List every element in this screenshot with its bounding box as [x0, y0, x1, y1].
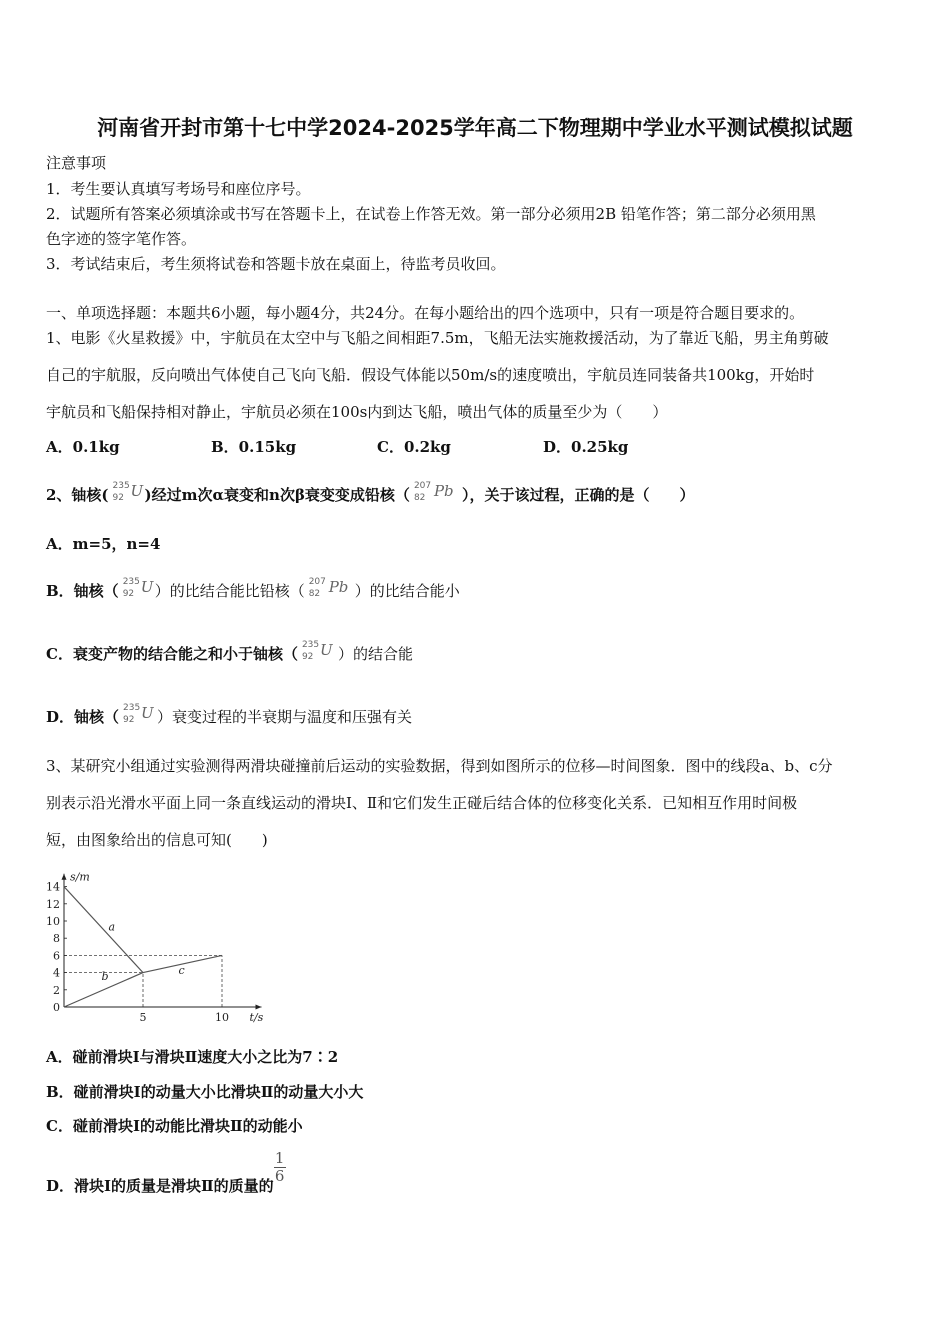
q2-stem-text: ），关于该过程，正确的是（ ）	[461, 486, 695, 504]
series-label-c: c	[178, 964, 185, 977]
y-tick-label: 12	[46, 897, 60, 911]
q1-option-a: A．0.1kg	[46, 438, 120, 456]
chart-axes	[62, 874, 262, 1010]
note-item: 1．考生要认真填写考场号和座位序号。	[46, 180, 311, 198]
x-tick-label: 5	[139, 1011, 147, 1024]
q2-option-a: A．m=5，n=4	[46, 535, 161, 553]
q3-stem-line: 短，由图象给出的信息可知( )	[46, 831, 268, 849]
page-title: 河南省开封市第十七中学2024-2025学年高二下物理期中学业水平测试模拟试题	[97, 116, 853, 140]
x-axis-label: t/s	[249, 1011, 264, 1024]
q3-option-b: B．碰前滑块Ⅰ的动量大小比滑块Ⅱ的动量大小大	[46, 1083, 364, 1101]
q2-stem	[46, 481, 695, 506]
q3-stem-line: 别表示沿光滑水平面上同一条直线运动的滑块Ⅰ、Ⅱ和它们发生正碰后结合体的位移变化关系．已知相互作用时间极	[46, 794, 798, 812]
lead-nuclide: 207 82 Pb	[308, 577, 349, 599]
q1-stem-line: 宇航员和飞船保持相对静止，宇航员必须在100s内到达飞船，喷出气体的质量至少为（ ）	[46, 403, 668, 421]
y-tick-label: 8	[53, 932, 60, 946]
chart-series	[64, 887, 222, 1007]
q2-stem-text: 2、铀核(	[46, 486, 109, 504]
y-tick-label: 6	[53, 949, 60, 963]
fraction: $\frac{1}{6}$	[274, 1149, 285, 1185]
y-axis-arrow	[62, 874, 67, 880]
uranium-nuclide: 235 92 U	[112, 481, 144, 503]
origin-label: 0	[53, 1001, 60, 1014]
x-axis-arrow	[256, 1005, 262, 1010]
x-tick-label: 10	[215, 1011, 229, 1024]
chart-guides	[64, 955, 222, 1007]
q2-option-c: C．衰变产物的结合能之和小于铀核（ 235 92 U ）的结合能	[46, 640, 413, 663]
q1-option-d: D．0.25kg	[543, 438, 629, 456]
lead-nuclide: 207 82 Pb	[413, 481, 454, 503]
y-tick-label: 14	[46, 880, 60, 894]
q3-option-a: A．碰前滑块Ⅰ与滑块Ⅱ速度大小之比为7∶2	[46, 1048, 339, 1066]
q2-option-d: D．铀核（ 235 92 U ）衰变过程的半衰期与温度和压强有关	[46, 703, 413, 726]
uranium-nuclide: 235 92 U	[122, 577, 154, 599]
note-item: 3．考试结束后，考生须将试卷和答题卡放在桌面上，待监考员收回。	[46, 255, 506, 273]
displacement-time-chart	[40, 858, 280, 1028]
q2-stem-text: )经过m次α衰变和n次β衰变变成铅核（	[144, 486, 410, 504]
uranium-nuclide: 235 92 U	[301, 640, 333, 662]
q1-stem-line: 自己的宇航服，反向喷出气体使自己飞向飞船．假设气体能以50m/s的速度喷出，宇航员连同装备共100kg，开始时	[46, 366, 815, 384]
series-label-a: a	[108, 920, 116, 934]
uranium-nuclide: 235 92 U	[123, 703, 154, 725]
q3-option-c: C．碰前滑块Ⅰ的动能比滑块Ⅱ的动能小	[46, 1117, 303, 1135]
y-axis-label: s/m	[70, 870, 90, 884]
y-tick-label: 10	[46, 915, 60, 928]
q2-option-b: B．铀核（ 235 92 U ）的比结合能比铅核（ 207 82 Pb ）的比结合能小	[46, 577, 460, 600]
series-label-b: b	[101, 969, 109, 983]
y-tick-label: 4	[53, 966, 60, 980]
q3-option-d	[46, 1150, 286, 1196]
series-line-a	[64, 887, 143, 973]
q1-stem-line: 1、电影《火星救援》中，宇航员在太空中与飞船之间相距7.5m，飞船无法实施救援活动，为了靠近飞船，男主角剪破	[46, 329, 829, 347]
q1-option-b: B．0.15kg	[211, 438, 297, 456]
q3-option-d-text: D．滑块Ⅰ的质量是滑块Ⅱ的质量的	[46, 1177, 274, 1195]
notes-heading: 注意事项	[46, 154, 107, 172]
note-item: 色字迹的签字笔作答。	[46, 230, 197, 248]
q1-option-c: C．0.2kg	[377, 438, 451, 456]
q3-stem-line: 3、某研究小组通过实验测得两滑块碰撞前后运动的实验数据，得到如图所示的位移—时间图象．图中的线段a、b、c分	[46, 757, 833, 775]
note-item: 2．试题所有答案必须填涂或书写在答题卡上，在试卷上作答无效。第一部分必须用2B 铅笔作答；第二部分必须用黑	[46, 205, 816, 223]
section-heading: 一、单项选择题：本题共6小题，每小题4分，共24分。在每小题给出的四个选项中，只有一项是符合题目要求的。	[46, 304, 805, 322]
y-tick-label: 2	[53, 983, 60, 997]
